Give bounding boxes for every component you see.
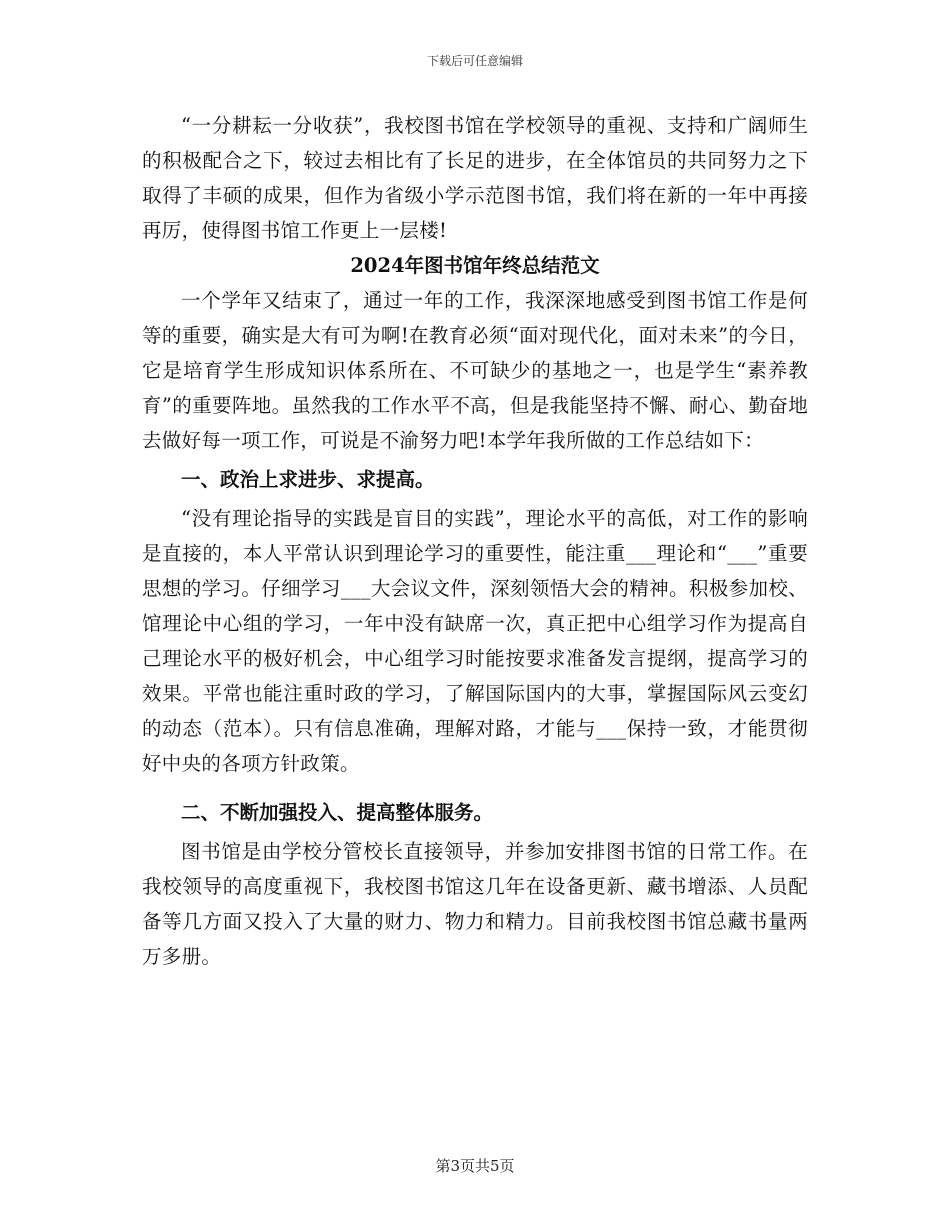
section-1-paragraph: “没有理论指导的实践是盲目的实践”，理论水平的高低，对工作的影响是直接的，本人平常认识到理论学习的重要性，能注重___理论和“___”重要思想的学习。仔细学习___大会议文件，深刻领悟大会的精神。积极参加校、馆理论中心组的学习，一年中没有缺席一次，真正把中心组学习作为提高自己理论水平的极好机会，中心组学习时能按要求准备发言提纲，提高学习的效果。平常也能注重时政的学习，了解国际国内的大事，掌握国际风云变幻的动态（范本）。只有信息准确，理解对路，才能与___保持一致，才能贯彻好中央的各项方针政策。 bbox=[142, 507, 808, 775]
page-header-note: 下载后可任意编辑 bbox=[426, 54, 523, 68]
document-body bbox=[142, 108, 808, 974]
section-2-paragraph: 图书馆是由学校分管校长直接领导，并参加安排图书馆的日常工作。在我校领导的高度重视下，我校图书馆这几年在设备更新、藏书增添、人员配备等几方面又投入了大量的财力、物力和精力。目前我校图书馆总藏书量两万多册。 bbox=[142, 840, 808, 968]
document-title: 2024年图书馆年终总结范文 bbox=[350, 254, 600, 277]
section-1-heading: 一、政治上求进步、求提高。 bbox=[181, 468, 435, 491]
opening-paragraph: 一个学年又结束了，通过一年的工作，我深深地感受到图书馆工作是何等的重要，确实是大有可为啊!在教育必须“面对现代化，面对未来”的今日，它是培育学生形成知识体系所在、不可缺少的基地之一，也是学生“素养教育”的重要阵地。虽然我的工作水平不高，但是我能坚持不懈、耐心、勤奋地去做好每一项工作，可说是不渝努力吧!本学年我所做的工作总结如下： bbox=[142, 289, 808, 452]
section-2-heading: 二、不断加强投入、提高整体服务。 bbox=[181, 801, 494, 824]
intro-paragraph: “一分耕耘一分收获”，我校图书馆在学校领导的重视、支持和广阔师生的积极配合之下，较过去相比有了长足的进步，在全体馆员的共同努力之下取得了丰硕的成果，但作为省级小学示范图书馆，我们将在新的一年中再接再厉，使得图书馆工作更上一层楼! bbox=[142, 114, 808, 242]
page-number: 第3页共5页 bbox=[435, 1157, 515, 1175]
